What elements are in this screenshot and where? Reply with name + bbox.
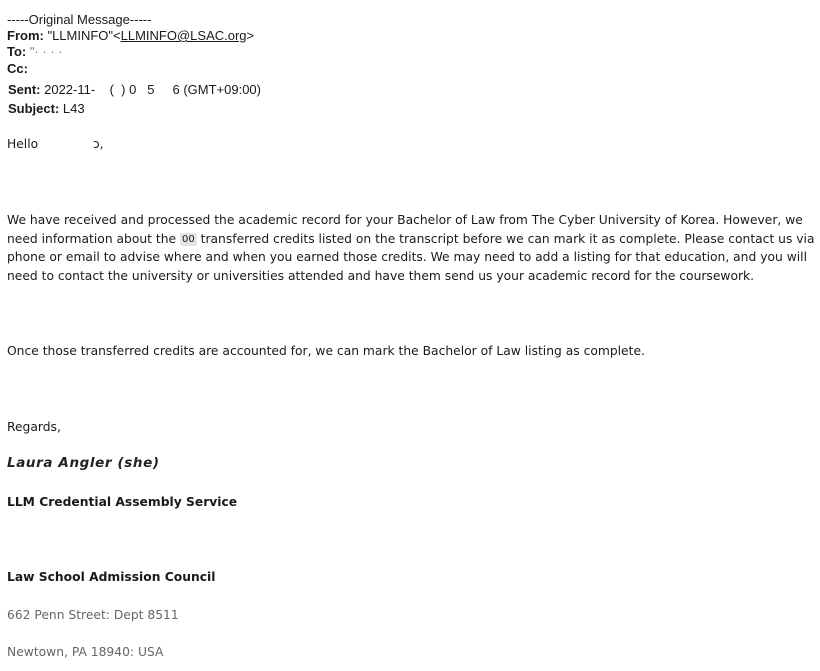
para1-text-b: transferred credits listed on the transcript before we can mark it as complete. Please contact us via phone or email to advise where and when you earned those credits. We may need to add a listing for that education, and you will need to contact the university or universities attended and have them send us your academic record for the coursework. [7,231,815,283]
closing: Regards, [7,420,61,434]
greeting: Hello ɔ, [7,137,104,151]
cc-line [7,61,28,76]
to-label: To: [7,44,27,59]
signature-organization: Law School Admission Council [7,570,216,584]
body-paragraph-1 [7,211,815,285]
to-line [7,44,63,59]
original-message-separator: -----Original Message----- [7,12,152,27]
cc-label: Cc: [7,61,28,76]
subject-label: Subject: [8,101,60,116]
address-line-1: 662 Penn Street: Dept 8511 [7,608,179,622]
from-email-link[interactable]: LLMINFO@LSAC.org [120,28,247,43]
from-line [7,28,254,43]
from-label: From: [7,28,44,43]
address-line-2: Newtown, PA 18940: USA [7,645,164,659]
signature-name: Laura Angler (she) [7,455,160,471]
from-close: > [246,28,255,43]
sent-value: 2022-11- ( ) 0 5 6 (GMT+09:00) [40,82,261,97]
redacted-credit-count: 00 [182,233,195,245]
body-paragraph-2: Once those transferred credits are accounted for, we can mark the Bachelor of Law listing as complete. [7,344,645,358]
sent-line [8,82,261,97]
para1-text-a: We have received and processed the academic record for your Bachelor of Law from The Cyber University of Korea. However, we need information about the [7,213,803,246]
signature-department: LLM Credential Assembly Service [7,495,238,509]
subject-line [8,101,85,116]
to-value: "· · · · [26,44,63,59]
subject-value: L43 [59,101,85,116]
sent-label: Sent: [8,82,41,97]
from-name: "LLMINFO"< [43,28,121,43]
